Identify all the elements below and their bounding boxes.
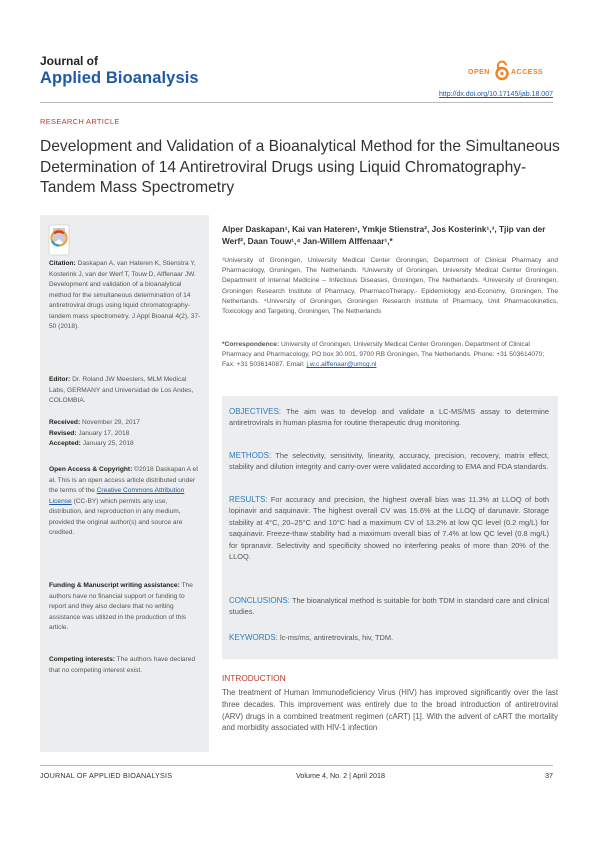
open-access-text: ©2018 Daskapan A et al. This is an open access article distributed under the terms of the: [49, 466, 199, 494]
journal-prefix: Journal of: [40, 54, 99, 68]
conclusions-heading: CONCLUSIONS:: [229, 596, 290, 605]
editor-block: [49, 375, 201, 407]
article-type: RESEARCH ARTICLE: [40, 117, 120, 126]
crossmark-icon[interactable]: [48, 224, 70, 256]
footer-divider: [40, 765, 553, 766]
conclusions-text: The bioanalytical method is suitable for both TDM in standard care and clinical studies.: [229, 596, 550, 617]
creative-commons-link[interactable]: Creative Commons Attribution License: [49, 487, 185, 505]
correspondence-label: *Correspondence:: [222, 341, 280, 348]
abstract-results: [229, 494, 549, 562]
doi-link[interactable]: http://dx.doi.org/10.17145/jab.18.007: [438, 91, 553, 98]
correspondence: [222, 340, 558, 371]
introduction-text: The treatment of Human Immunodeficiency Virus (HIV) has improved significantly over the last three decades. This improvement was entirely due to the broad introduction of antiretroviral (ARV) drugs in a combined treatment regimen (cART) [1]. With the advent of cART the mortality and morbidity associated with HIV-1 infection: [222, 688, 558, 733]
svg-text:OPEN: OPEN: [468, 69, 490, 76]
keywords-heading: KEYWORDS:: [229, 633, 278, 642]
open-access-logo: [468, 60, 568, 82]
abstract-conclusions: [229, 595, 549, 618]
methods-text: The selectivity, sensitivity, linearity, accuracy, precision, recovery, matrix effect, stability and dilution integrity and carry-over were validated according to EMA and FDA standards.: [229, 451, 549, 472]
methods-heading: METHODS:: [229, 451, 272, 460]
results-heading: RESULTS:: [229, 495, 268, 504]
email-link[interactable]: j.w.c.alffenaar@umcg.nl: [306, 361, 377, 369]
journal-name: Applied Bioanalysis: [40, 69, 199, 87]
results-text: For accuracy and precision, the highest overall bias was 11.3% at LLOQ of both lopinavir and saquinavir. The highest overall CV was 15.6% at the LLOQ of darunavir. Storage stability at 4°C, 20–25°C and 10°C had a maximum CV of 13.2% at low QC level (0.2 mg/L) for saquinavir. Freeze-thaw stability had a maximum overall bias of 7.4% at low QC level (0.8 mg/L) for tipranavir. Selectivity and specificity showed no interfering peaks of more than 20% of the LLOQ.: [229, 495, 549, 562]
abstract-panel: [222, 396, 558, 659]
revised-line: Revised: January 17, 2018: [49, 429, 130, 437]
abstract-keywords: [229, 632, 549, 643]
introduction-heading: INTRODUCTION: [222, 673, 286, 683]
competing-interests-block: [49, 655, 201, 676]
page-number: 37: [545, 771, 553, 780]
competing-label: Competing interests:: [49, 656, 115, 663]
accepted-date: January 25, 2018: [82, 440, 134, 447]
received-date: November 29, 2017: [82, 419, 140, 426]
footer-issue: Volume 4, No. 2 | April 2018: [296, 771, 385, 780]
received-line: Received: November 29, 2017: [49, 419, 140, 426]
abstract-methods: [229, 450, 549, 473]
competing-text: The authors have declared that no competing interest exist.: [49, 656, 196, 674]
funding-text: The authors have no financial support or funding to report and they also declare that no writing assistance was utilized in the production of this article.: [49, 582, 193, 631]
affiliations: ¹University of Groningen, University Medical Center Groningen, Department of Clinical Pharmacy and Pharmacology, Groningen, The Netherlands. ²University of Groningen, University Medical Center Groningen, Department of Internal Medicine – Infectious Diseases, Groningen, The Netherlands. ³University of Groningen, Groningen Research Institute of Pharmacy, PharmacoTherapy,- Epidemiology and-Economy, Groningen, The Netherlands. ⁴University of Groningen, Groningen Research Institute of Pharmacy, Unit Pharmacokinetics, Toxicology and Targeting, Groningen, The Netherlands: [222, 257, 558, 316]
open-access-text-2: (CC-BY) which permits any use, distribution, and reproduction in any medium, provided the original author(s) and source are credited.: [49, 497, 183, 536]
abstract-objectives: [229, 406, 549, 429]
editor-text: Dr. Roland JW Meesters, MLM Medical Labs, GERMANY and Universidad de Los Andes, COLOMBIA.: [49, 376, 194, 404]
dates-block: [49, 418, 201, 450]
header-divider: [40, 102, 553, 103]
revised-date: January 17, 2018: [78, 429, 130, 437]
open-access-block: [49, 465, 201, 539]
accepted-line: Accepted: January 25, 2018: [49, 440, 134, 447]
article-info-sidebar: [40, 215, 209, 752]
citation-label: Citation:: [49, 260, 76, 267]
funding-label: Funding & Manuscript writing assistance:: [49, 582, 180, 589]
author-list: Alper Daskapan¹, Kai van Hateren¹, Ymkje Stienstra², Jos Kosterink¹,³, Tjip van der Werf², Daan Touw¹,⁴ Jan-Willem Alffenaar¹,*: [222, 224, 546, 246]
open-lock-icon: [497, 62, 508, 80]
funding-block: [49, 581, 201, 634]
citation-text: Daskapan A, van Hateren K, Stienstra Y, Kosterink J, van der Werf T, Touw D, Alffenaar JW. Development and validation of a bioanalytical method for the simultaneous determination of 14 antiretroviral drugs using liquid chromatography-tandem mass spectrometry. J Appl Bioanal 4(2), 37-50 (2018).: [49, 260, 201, 330]
svg-text:ACCESS: ACCESS: [511, 69, 544, 76]
objectives-text: The aim was to develop and validate a LC-MS/MS assay to determine antiretrovirals in human plasma for routine therapeutic drug monitoring.: [229, 407, 550, 428]
editor-label: Editor:: [49, 376, 71, 383]
objectives-heading: OBJECTIVES:: [229, 407, 282, 416]
keywords-text: lc-ms/ms, antiretrovirals, hiv, TDM.: [279, 633, 394, 642]
citation-block: [49, 259, 201, 333]
open-access-label: Open Access & Copyright:: [49, 466, 133, 473]
footer-journal: JOURNAL OF APPLIED BIOANALYSIS: [40, 771, 173, 780]
article-title: Development and Validation of a Bioanalytical Method for the Simultaneous Determination of 14 Antiretroviral Drugs using Liquid Chromatography-Tandem Mass Spectrometry: [40, 138, 560, 196]
correspondence-text: University of Groningen, University Medical Center Groningen, Department of Clinical Pharmacy and Pharmacology, PO box 30.001, 9700 RB Groningen, The Netherlands. Phone: +31 503614070; Fax: +31 503614087. Email:: [222, 341, 545, 369]
